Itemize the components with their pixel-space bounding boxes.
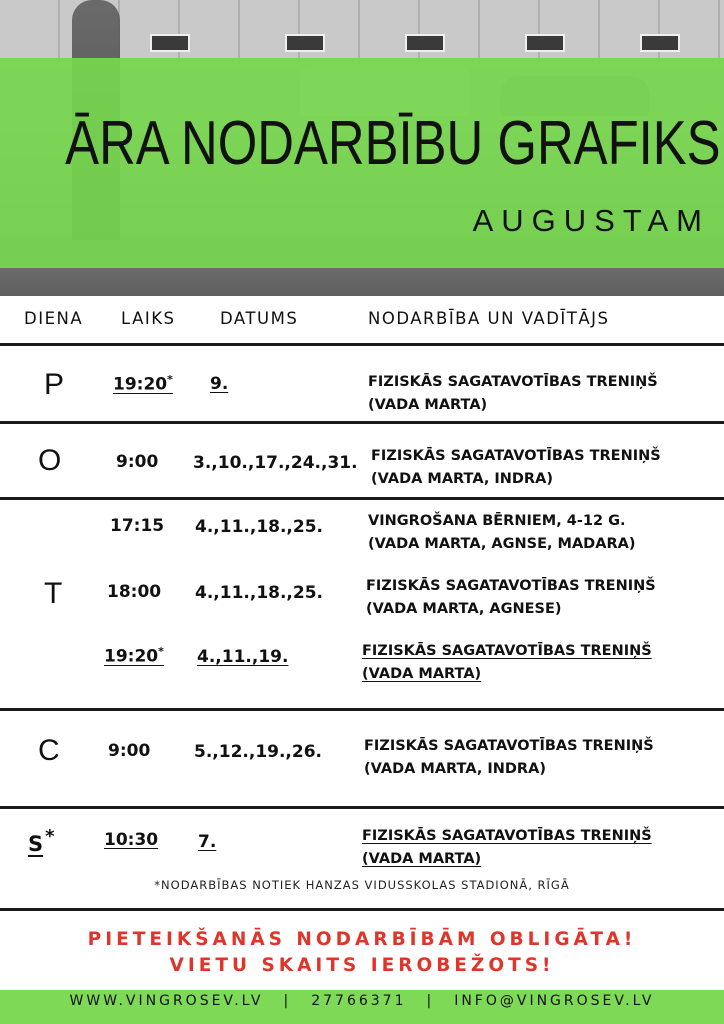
- session-time: 10:30: [104, 830, 159, 850]
- day-label: T: [44, 577, 63, 610]
- footer-separator: |: [283, 993, 292, 1009]
- activity-name: FIZISKĀS SAGATAVOTĪBAS TRENIŅŠ: [364, 738, 654, 754]
- column-header-date: DATUMS: [220, 309, 299, 328]
- building-window: [640, 34, 680, 52]
- activity-name: FIZISKĀS SAGATAVOTĪBAS TRENIŅŠ: [371, 448, 661, 464]
- activity-leaders: (VADA MARTA): [362, 666, 482, 682]
- notice-line-1: PIETEIKŠANĀS NODARBĪBĀM OBLIGĀTA!: [87, 929, 637, 950]
- footer-contacts: [0, 993, 724, 1009]
- session-dates: 4.,11.,18.,25.: [195, 517, 324, 537]
- day-label: C: [38, 734, 60, 767]
- session-dates: 5.,12.,19.,26.: [194, 742, 323, 762]
- day-label: O: [38, 444, 62, 477]
- session-dates: 4.,11.,19.: [197, 647, 289, 667]
- table-divider: [0, 708, 724, 711]
- activity-name: VINGROŠANA BĒRNIEM, 4-12 G.: [368, 513, 626, 529]
- table-divider: [0, 908, 724, 911]
- activity-leaders: (VADA MARTA, AGNSE, MADARA): [368, 536, 636, 552]
- page-title: ĀRA NODARBĪBU GRAFIKS: [65, 109, 721, 178]
- session-dates: 4.,11.,18.,25.: [195, 583, 324, 603]
- session-activity: [371, 445, 661, 491]
- activity-leaders: (VADA MARTA, INDRA): [364, 761, 546, 777]
- building-window: [405, 34, 445, 52]
- table-divider: [0, 497, 724, 500]
- table-divider: [0, 343, 724, 346]
- activity-name: FIZISKĀS SAGATAVOTĪBAS TRENIŅŠ: [366, 578, 656, 594]
- activity-name: FIZISKĀS SAGATAVOTĪBAS TRENIŅŠ: [368, 374, 658, 390]
- day-label: S *: [28, 826, 55, 856]
- session-activity: [368, 371, 658, 417]
- footer-separator: |: [426, 993, 435, 1009]
- session-time: 9:00: [108, 741, 151, 761]
- column-header-day: DIENA: [24, 309, 84, 328]
- activity-leaders: (VADA MARTA): [362, 851, 482, 867]
- session-dates: 9.: [210, 374, 229, 394]
- website-link[interactable]: WWW.VINGROSEV.LV: [69, 993, 264, 1009]
- session-activity: [366, 575, 656, 621]
- column-header-time: LAIKS: [121, 309, 176, 328]
- activity-leaders: (VADA MARTA, INDRA): [371, 471, 553, 487]
- building-window: [285, 34, 325, 52]
- day-label: P: [44, 368, 65, 401]
- activity-leaders: (VADA MARTA, AGNESE): [366, 601, 562, 617]
- building-window: [525, 34, 565, 52]
- session-dates: 7.: [198, 832, 217, 852]
- session-time: 19:20*: [113, 373, 173, 395]
- session-activity: [362, 640, 652, 686]
- session-time: 9:00: [116, 452, 159, 472]
- notice-line-2: VIETU SKAITS IEROBEŽOTS!: [169, 955, 555, 976]
- session-time: 19:20*: [104, 645, 164, 667]
- session-activity: [368, 510, 635, 556]
- session-time: 18:00: [107, 582, 162, 602]
- session-activity: [364, 735, 654, 781]
- phone-link[interactable]: 27766371: [311, 993, 407, 1009]
- activity-leaders: (VADA MARTA): [368, 397, 488, 413]
- table-divider: [0, 421, 724, 424]
- activity-name: FIZISKĀS SAGATAVOTĪBAS TRENIŅŠ: [362, 828, 652, 844]
- activity-name: FIZISKĀS SAGATAVOTĪBAS TRENIŅŠ: [362, 643, 652, 659]
- session-activity: [362, 825, 652, 871]
- table-divider: [0, 806, 724, 809]
- session-time: 17:15: [110, 516, 165, 536]
- email-link[interactable]: INFO@VINGROSEV.LV: [454, 993, 655, 1009]
- session-dates: 3.,10.,17.,24.,31.: [193, 453, 358, 473]
- building-window: [150, 34, 190, 52]
- footnote: *NODARBĪBAS NOTIEK HANZAS VIDUSSKOLAS STADIONĀ, RĪGĀ: [154, 878, 570, 892]
- page-subtitle: AUGUSTAM: [472, 203, 710, 238]
- column-header-activity: NODARBĪBA UN VADĪTĀJS: [368, 309, 610, 328]
